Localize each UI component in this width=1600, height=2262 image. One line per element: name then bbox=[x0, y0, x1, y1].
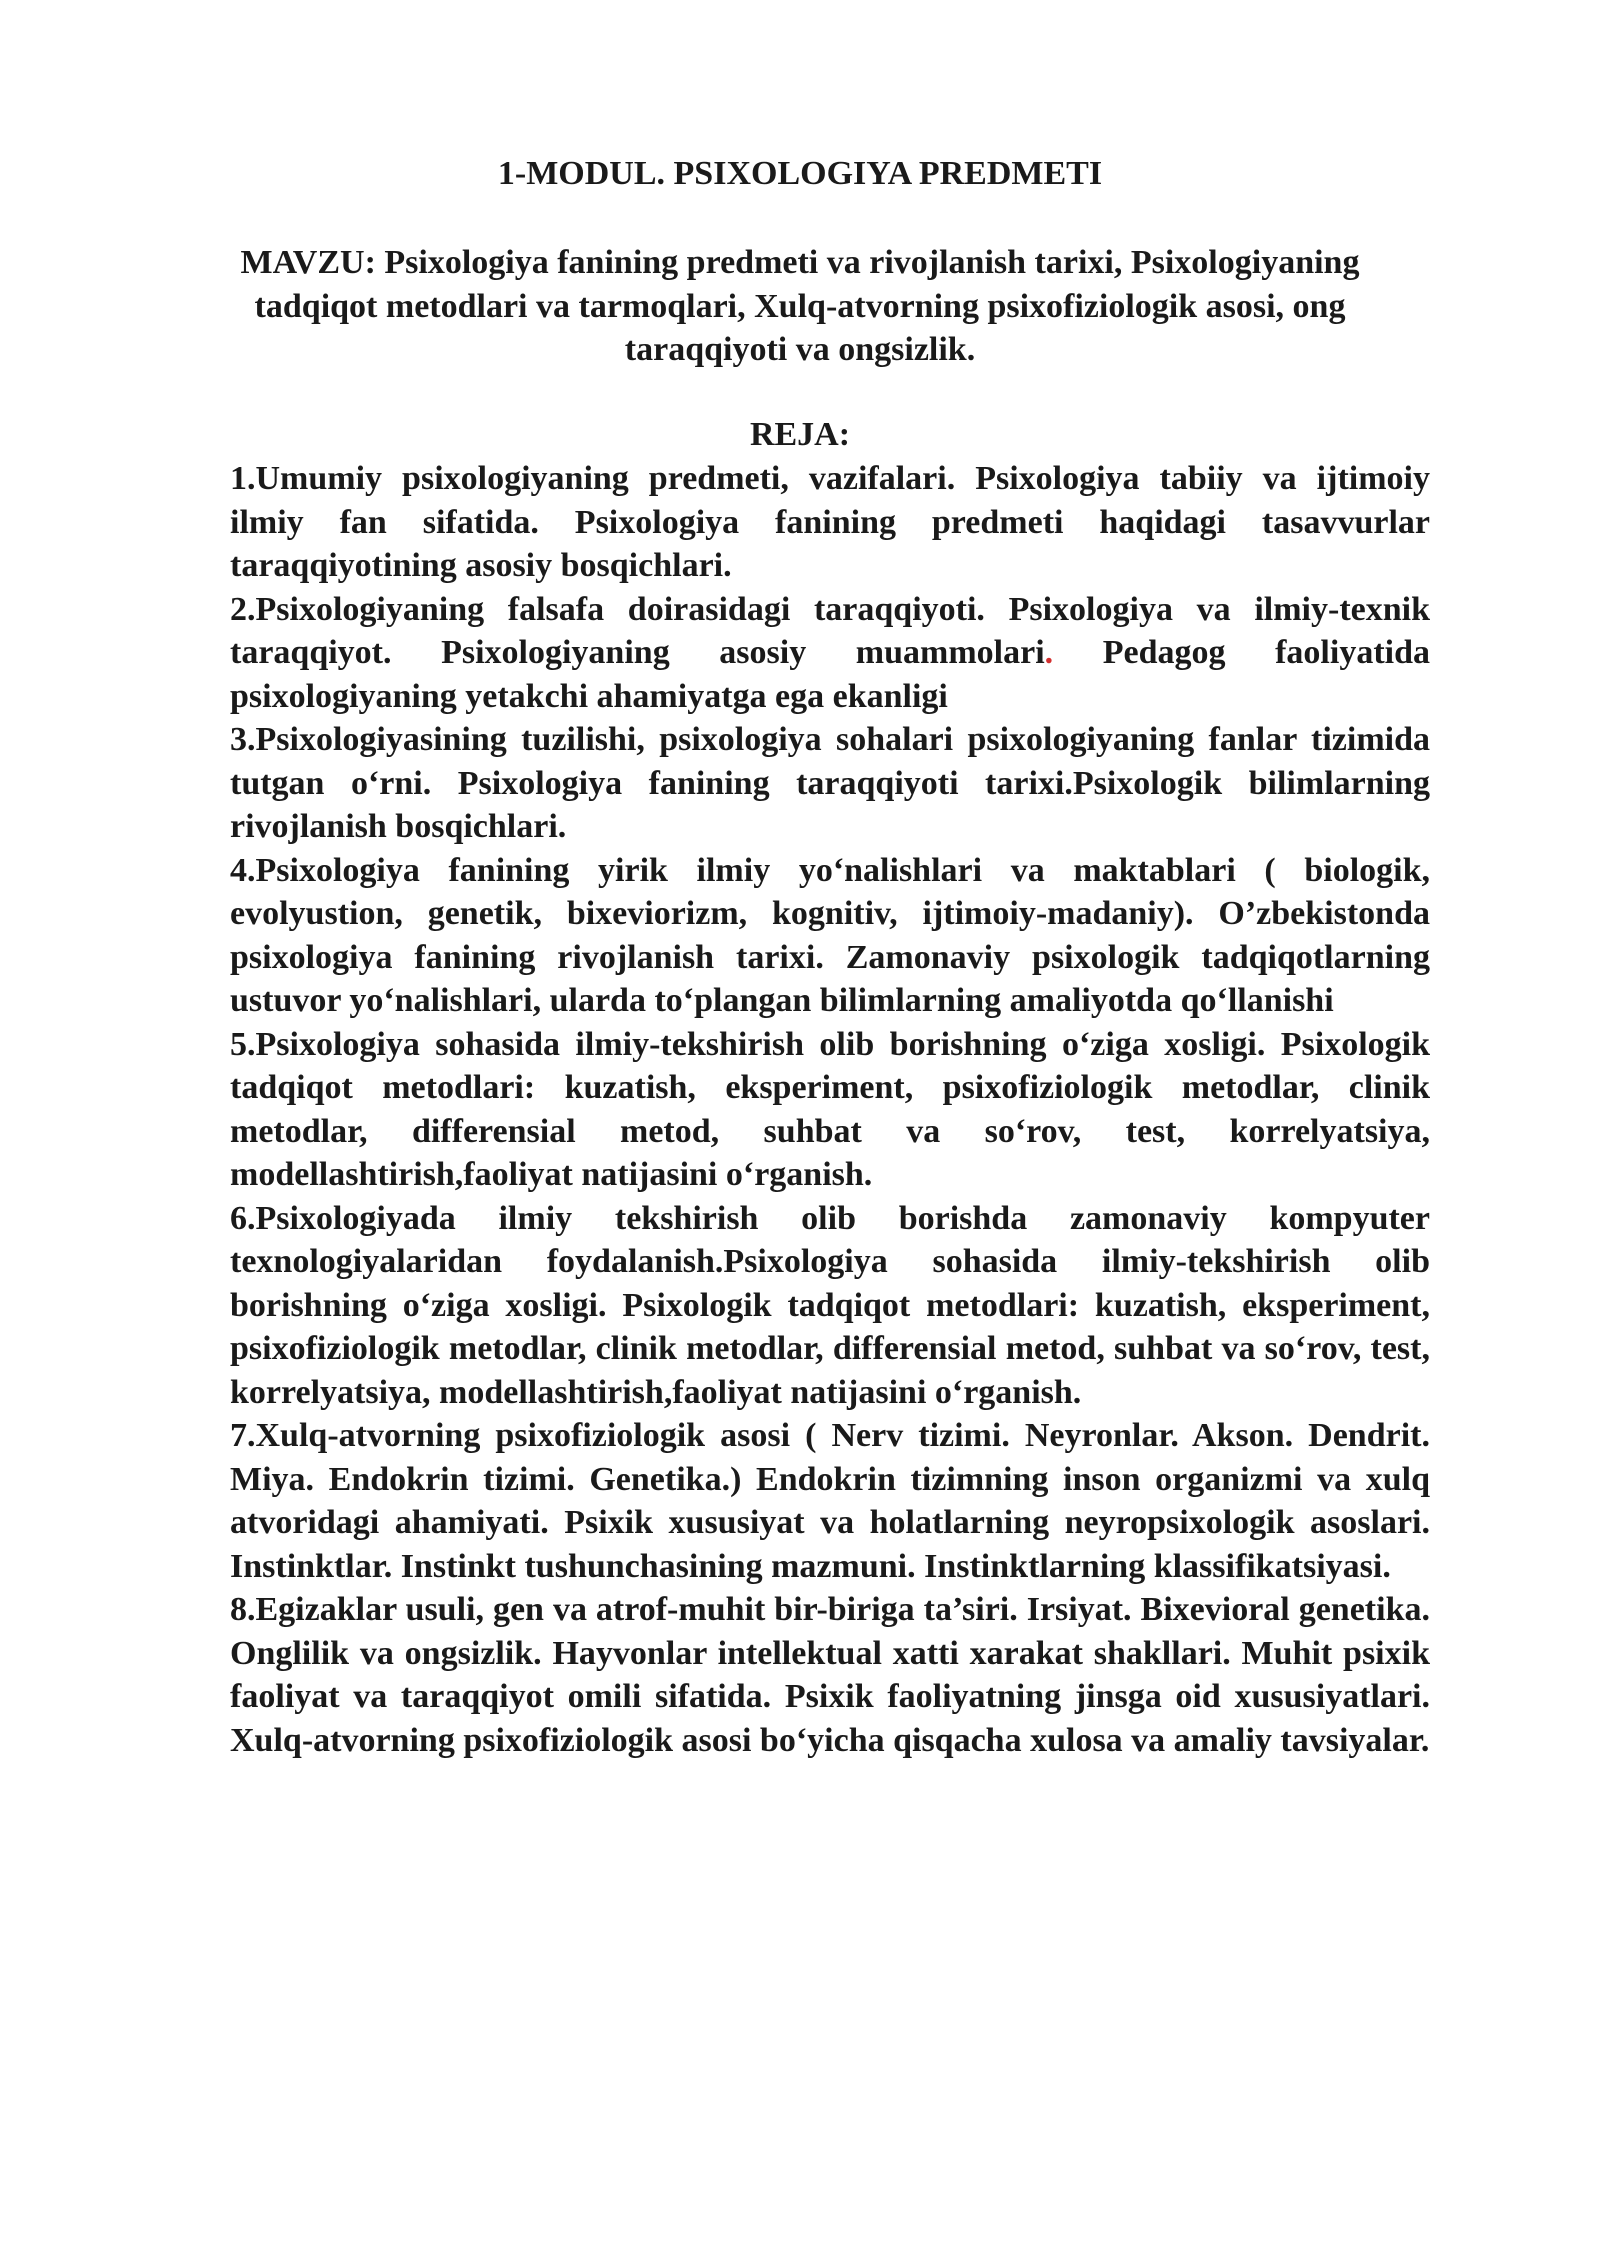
module-title: 1-MODUL. PSIXOLOGIYA PREDMETI bbox=[497, 155, 1103, 192]
plan-item-red-mark: . bbox=[1044, 634, 1054, 671]
plan-item-text: 6.Psixologiyada ilmiy tekshirish olib borishda zamonaviy kompyuter texnologiyalaridan foydalanish.Psixologiya sohasida ilmiy-tekshirish olib borishning o‘ziga xosligi. Psixologik tadqiqot metodlari: kuzatish, eksperiment, psixofiziologik metodlar, clinik metodlar, differensial metod, suhbat va so‘rov, test, korrelyatsiya, modellashtirish,faoliyat natijasini o‘rganish. bbox=[230, 1199, 1430, 1411]
plan-item-6 bbox=[230, 1197, 1430, 1415]
plan-item-8 bbox=[230, 1588, 1430, 1762]
plan-list bbox=[230, 457, 1430, 1762]
plan-item-4 bbox=[230, 849, 1430, 1023]
plan-item-7 bbox=[230, 1414, 1430, 1588]
plan-item-2 bbox=[230, 588, 1430, 719]
plan-item-text: 7.Xulq-atvorning psixofiziologik asosi ( Nerv tizimi. Neyronlar. Akson. Dendrit. Miya. Endokrin tizimi. Genetika.) Endokrin tizimning inson organizmi va xulq atvoridagi ahamiyati. Psixik xususiyat va holatlarning neyropsixologik asoslari. Instinktlar. Instinkt tushunchasining mazmuni. Instinktlarning klassifikatsiyasi. bbox=[230, 1417, 1430, 1585]
plan-item-1 bbox=[230, 457, 1430, 588]
plan-item-text: 4.Psixologiya fanining yirik ilmiy yo‘nalishlari va maktablari ( biologik, evolyustion, genetik, bixeviorizm, kognitiv, ijtimoiy-madaniy). O’zbekistonda psixologiya fanining rivojlanish tarixi. Zamonaviy psixologik tadqiqotlarning ustuvor yo‘nalishlari, ularda to‘plangan bilimlarning amaliyotda qo‘llanishi bbox=[230, 851, 1430, 1019]
plan-item-text-continued: Pedagog faoliyatida psixologiyaning yetakchi ahamiyatga ega ekanligi bbox=[230, 634, 1430, 715]
plan-item-5 bbox=[230, 1023, 1430, 1197]
plan-item-text: 8.Egizaklar usuli, gen va atrof-muhit bir-biriga ta’siri. Irsiyat. Bixevioral genetika. Onglilik va ongsizlik. Hayvonlar intellektual xatti xarakat shakllari. Muhit psixik faoliyat va taraqqiyot omili sifatida. Psixik faoliyatning jinsga oid xususiyatlari. Xulq-atvorning psixofiziologik asosi bo‘yicha qisqacha xulosa va amaliy tavsiyalar. bbox=[230, 1591, 1430, 1759]
plan-heading: REJA: bbox=[749, 416, 851, 453]
plan-item-text: 3.Psixologiyasining tuzilishi, psixologiya sohalari psixologiyaning fanlar tizimida tutgan o‘rni. Psixologiya fanining taraqqiyoti tarixi.Psixologik bilimlarning rivojlanish bosqichlari. bbox=[230, 721, 1430, 845]
plan-item-text: 1.Umumiy psixologiyaning predmeti, vazifalari. Psixologiya tabiiy va ijtimoiy ilmiy fan sifatida. Psixologiya fanining predmeti haqidagi tasavvurlar taraqqiyotining asosiy bosqichlari. bbox=[230, 460, 1430, 584]
plan-item-text: 5.Psixologiya sohasida ilmiy-tekshirish olib borishning o‘ziga xosligi. Psixologik tadqiqot metodlari: kuzatish, eksperiment, psixofiziologik metodlar, clinik metodlar, differensial metod, suhbat va so‘rov, test, korrelyatsiya, modellashtirish,faoliyat natijasini o‘rganish. bbox=[230, 1025, 1430, 1193]
plan-item-text: 2.Psixologiyaning falsafa doirasidagi taraqqiyoti. Psixologiya va ilmiy-texnik taraqqiyot. Psixologiyaning asosiy muammolari bbox=[230, 590, 1430, 671]
plan-item-3 bbox=[230, 718, 1430, 849]
topic-heading: MAVZU: Psixologiya fanining predmeti va rivojlanish tarixi, Psixologiyaning tadqiqot metodlari va tarmoqlari, Xulq-atvorning psixofiziologik asosi, ong taraqqiyoti va ongsizlik. bbox=[240, 244, 1360, 368]
